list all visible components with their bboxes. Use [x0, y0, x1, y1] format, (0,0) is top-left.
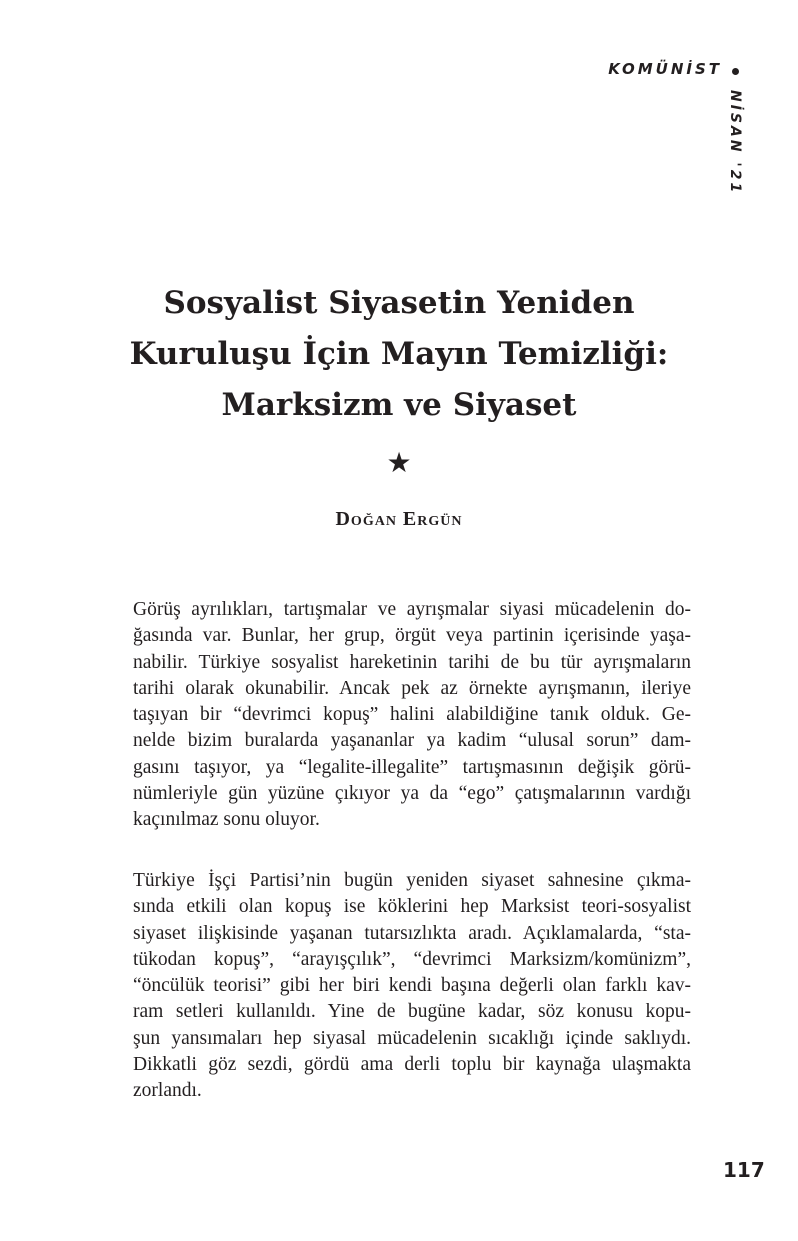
- paragraph-1: [133, 597, 691, 834]
- title-line: Sosyalist Siyasetin Yeniden: [163, 285, 635, 321]
- star-icon: ★: [386, 446, 412, 479]
- text-line: sında etkili olan kopuş ise köklerini hep Marksist teori-sosyalist: [133, 896, 691, 918]
- text-line: zorlandı.: [133, 1080, 202, 1102]
- text-line: Türkiye İşçi Partisi’nin bugün yeniden siyaset sahnesine çıkma-: [133, 870, 691, 891]
- text-line: tükodan kopuş”, “arayışçılık”, “devrimci Marksizm/komünizm”,: [133, 948, 691, 970]
- journal-name: KOMÜNİST: [608, 60, 722, 78]
- text-line: nümleriyle gün yüzüne çıkıyor ya da “ego” çatışmalarının vardığı: [133, 783, 691, 805]
- paragraph-2: [133, 868, 691, 1105]
- text-line: şun yansımaları hep siyasal mücadelenin sıcaklığı içinde saklıydı.: [133, 1027, 691, 1049]
- text-line: Dikkatli göz sezdi, gördü ama derli toplu bir kaynağa ulaşmakta: [133, 1054, 691, 1076]
- author-name: Doğan Ergün: [335, 508, 463, 530]
- text-line: Görüş ayrılıkları, tartışmalar ve ayrışmalar siyasi mücadelenin do-: [133, 599, 691, 620]
- issue-date: NİSAN '21: [727, 90, 743, 196]
- text-line: tarihi olarak okunabilir. Ancak pek az örnekte ayrışmanın, ileriye: [133, 677, 691, 699]
- text-line: kaçınılmaz sonu oluyor.: [133, 809, 320, 831]
- text-line: taşıyan bir “devrimci kopuş” halini alabildiğine tanık olduk. Ge-: [133, 704, 691, 726]
- title-line: Marksizm ve Siyaset: [221, 387, 577, 423]
- text-line: “öncülük teorisi” gibi her biri kendi başına değerli olan farklı kav-: [133, 975, 691, 997]
- page-number: 117: [723, 1158, 765, 1182]
- text-line: siyaset ilişkisinde yaşanan tutarsızlıkta aradı. Açıklamalarda, “sta-: [133, 922, 691, 944]
- text-line: nelde bizim buralarda yaşananlar ya kadim “ulusal sorun” dam-: [133, 730, 691, 752]
- text-line: gasını taşıyor, ya “legalite-illegalite” tartışmasının değişik görü-: [133, 756, 691, 778]
- title-line: Kuruluşu İçin Mayın Temizliği:: [129, 336, 669, 372]
- text-line: ram setleri kullanıldı. Yine de bugüne kadar, söz konusu kopu-: [133, 1001, 691, 1023]
- text-line: ğasında var. Bunlar, her grup, örgüt veya partinin içerisinde yaşa-: [133, 625, 691, 647]
- text-line: nabilir. Türkiye sosyalist hareketinin tarihi de bu tür ayrışmaların: [133, 651, 691, 673]
- bullet-dot-icon: [732, 68, 739, 75]
- article-title: [0, 278, 798, 431]
